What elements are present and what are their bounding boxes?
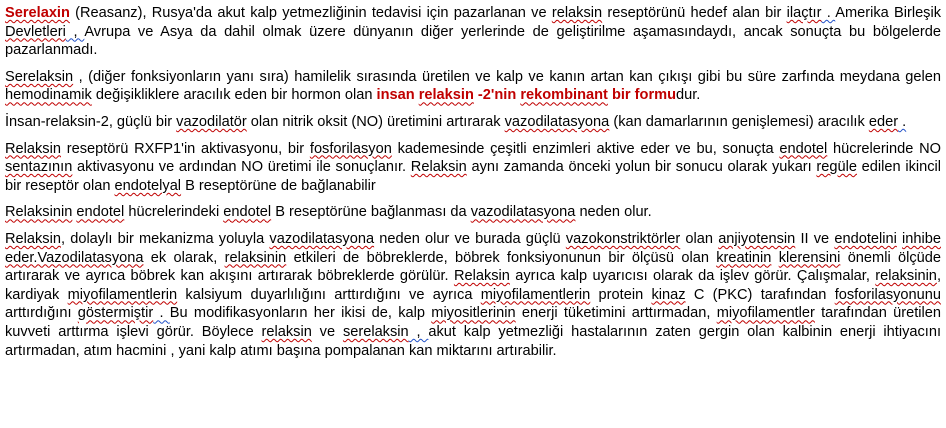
text-run: kalsiyum duyarlılığını arttırdığını ve ayrıca: [177, 286, 481, 303]
text-run: İnsan-relaksin-2, güçlü bir: [5, 113, 177, 130]
text-run: sentazının: [5, 159, 73, 176]
text-run: -2'nin: [473, 87, 521, 104]
text-run: .: [153, 305, 170, 322]
text-run: Bu modifikasyonların her ikisi de, kalp: [169, 305, 432, 322]
paragraph-5: [5, 203, 941, 222]
text-run: (kan damarlarının genişlemesi) aracılık: [609, 113, 869, 130]
paragraph-6: [5, 230, 941, 360]
text-run: fosforilasyon: [309, 140, 392, 157]
text-run: aynı zamanda önceki yolun bir sonucu olarak yukarı: [466, 159, 817, 176]
text-run: endotel: [223, 204, 272, 221]
text-run: reseptörü RXFP1'in aktivasyonu, bir: [60, 140, 310, 157]
text-run: neden olur.: [575, 204, 652, 221]
text-run: B reseptörüne bağlanması da: [271, 204, 471, 221]
text-run: eder.Vazodilatasyona: [5, 249, 144, 266]
text-run: kreatinin: [716, 249, 772, 266]
text-run: endotelini: [834, 230, 897, 247]
text-run: miyofilamentler: [716, 305, 815, 322]
text-run: ,: [65, 23, 85, 40]
text-run: bir formu: [607, 87, 677, 104]
text-run: relaksin: [551, 5, 603, 21]
text-run: insan: [376, 87, 419, 104]
text-run: , kardiyak: [5, 268, 941, 303]
text-run: klerensini: [778, 249, 841, 266]
text-run: kademesinde çeşitli enzimleri aktive eder ve bu, sonuçta: [391, 140, 780, 157]
text-run: Avrupa ve Asya da dahil olmak üzere dünyanın diğer yerlerinde de geliştirilme aşamasındaydı, ancak sonuçta bu bölgelerde pazarlanmadı.: [5, 23, 942, 59]
text-run: ilaçtır: [786, 5, 822, 21]
text-run: önemli ölçüde artırarak ve ayrıca böbrek kan akışını artırarak böbreklerde görülür.: [5, 249, 941, 285]
text-run: fosforilasyonunu: [834, 286, 941, 303]
paragraph-1: [5, 4, 941, 60]
text-run: relaksin: [261, 323, 312, 340]
text-run: (Reasanz), Rusya'da akut kalp yetmezliğinin tedavisi için pazarlanan ve: [69, 5, 552, 21]
paragraph-2: [5, 68, 941, 105]
text-run: akut kalp yetmezliği hastalarının zaten gergin olan kalbinin enerji ihtiyacını artırmadan, atım hacmini , yani kalp atımı başına pompalanan kan miktarını artırabilir.: [5, 323, 942, 359]
text-run: olan nitrik oksit (NO) üretimini artırarak: [246, 113, 505, 130]
paragraph-3: [5, 113, 941, 132]
text-run: relaksinin: [224, 249, 287, 266]
text-run: B reseptörüne de bağlanabilir: [181, 177, 376, 194]
text-run: vazodilatasyona: [470, 204, 576, 221]
text-run: arttırdığını: [5, 305, 78, 322]
text-run: ve: [311, 323, 343, 340]
text-run: değişikliklere aracılık eden bir hormon olan: [91, 87, 377, 104]
text-run: Serelaksin: [5, 68, 74, 85]
text-run: Relaksin: [410, 159, 467, 176]
text-run: Serelaxin: [5, 5, 70, 21]
text-run: olan: [680, 230, 719, 247]
text-run: .: [821, 5, 836, 21]
text-run: vazodilatör: [176, 113, 247, 130]
text-run: eder: [868, 113, 899, 130]
text-run: Amerika Birleşik: [835, 5, 942, 21]
text-run: C (PKC) tarafından: [685, 286, 835, 303]
text-run: hemodinamik: [5, 87, 92, 104]
text-run: Relaksin: [5, 140, 61, 157]
text-run: miyofilamentlerin: [480, 286, 591, 303]
text-run: hücrelerindeki: [124, 204, 224, 221]
text-run: regüle: [816, 159, 857, 176]
text-run: ek olarak,: [143, 249, 225, 266]
text-run: miyositlerinin: [431, 305, 516, 322]
text-run: dur.: [676, 87, 701, 104]
text-run: anjiyotensin: [718, 230, 796, 247]
text-run: endotel: [779, 140, 828, 157]
text-run: , dolaylı bir mekanizma yoluyla: [60, 230, 270, 247]
text-run: Relaksinin: [5, 204, 73, 221]
text-run: Relaksin: [5, 230, 61, 247]
text-run: hücrelerinde NO: [827, 140, 941, 157]
text-run: .: [898, 113, 907, 130]
text-run: endotel: [76, 204, 125, 221]
text-run: endotelyal: [114, 177, 182, 194]
text-run: II ve: [795, 230, 835, 247]
text-run: ayrıca kalp uyarıcısı olarak da işlev görür. Çalışmalar,: [509, 268, 876, 285]
text-run: kinaz: [651, 286, 686, 303]
text-run: [771, 250, 778, 266]
text-run: ,: [408, 323, 429, 340]
text-run: , (diğer fonksiyonların yanı sıra) hamilelik sırasında üretilen ve kalp ve kanın artan kan çıkışı gibi bu süre zarfında meydana gelen: [73, 68, 941, 85]
text-run: miyofilamentlerin: [67, 286, 178, 303]
text-run: vazokonstriktörler: [565, 230, 681, 247]
text-run: etkileri de böbreklerde, böbrek fonksiyonunun bir ölçüsü olan: [286, 249, 717, 266]
text-run: reseptörünü hedef alan bir: [602, 5, 787, 21]
paragraph-4: [5, 140, 941, 196]
text-run: neden olur ve burada güçlü: [374, 230, 566, 247]
text-run: vazodilatasyona: [269, 230, 375, 247]
text-run: göstermiştir: [77, 305, 154, 322]
text-run: serelaksin: [342, 323, 409, 340]
text-run: inhibe: [902, 230, 941, 247]
text-run: enerji tüketimini arttırmadan,: [515, 305, 717, 322]
text-run: Devletleri: [5, 23, 66, 40]
text-run: rekombinant: [520, 87, 608, 104]
text-run: vazodilatasyona: [504, 113, 610, 130]
text-run: relaksinin: [875, 268, 937, 285]
text-run: protein: [590, 286, 652, 303]
text-run: relaksin: [418, 87, 474, 104]
text-run: tarafından üretilen kuvveti arttırma işlevi görür. Böylece: [5, 305, 941, 340]
text-run: aktivasyonu ve ardından NO üretimi ile sonuçlanır.: [72, 159, 411, 176]
document-page: [5, 4, 941, 368]
text-run: Relaksin: [453, 268, 510, 285]
text-run: edilen ikincil bir reseptör olan: [5, 159, 942, 194]
